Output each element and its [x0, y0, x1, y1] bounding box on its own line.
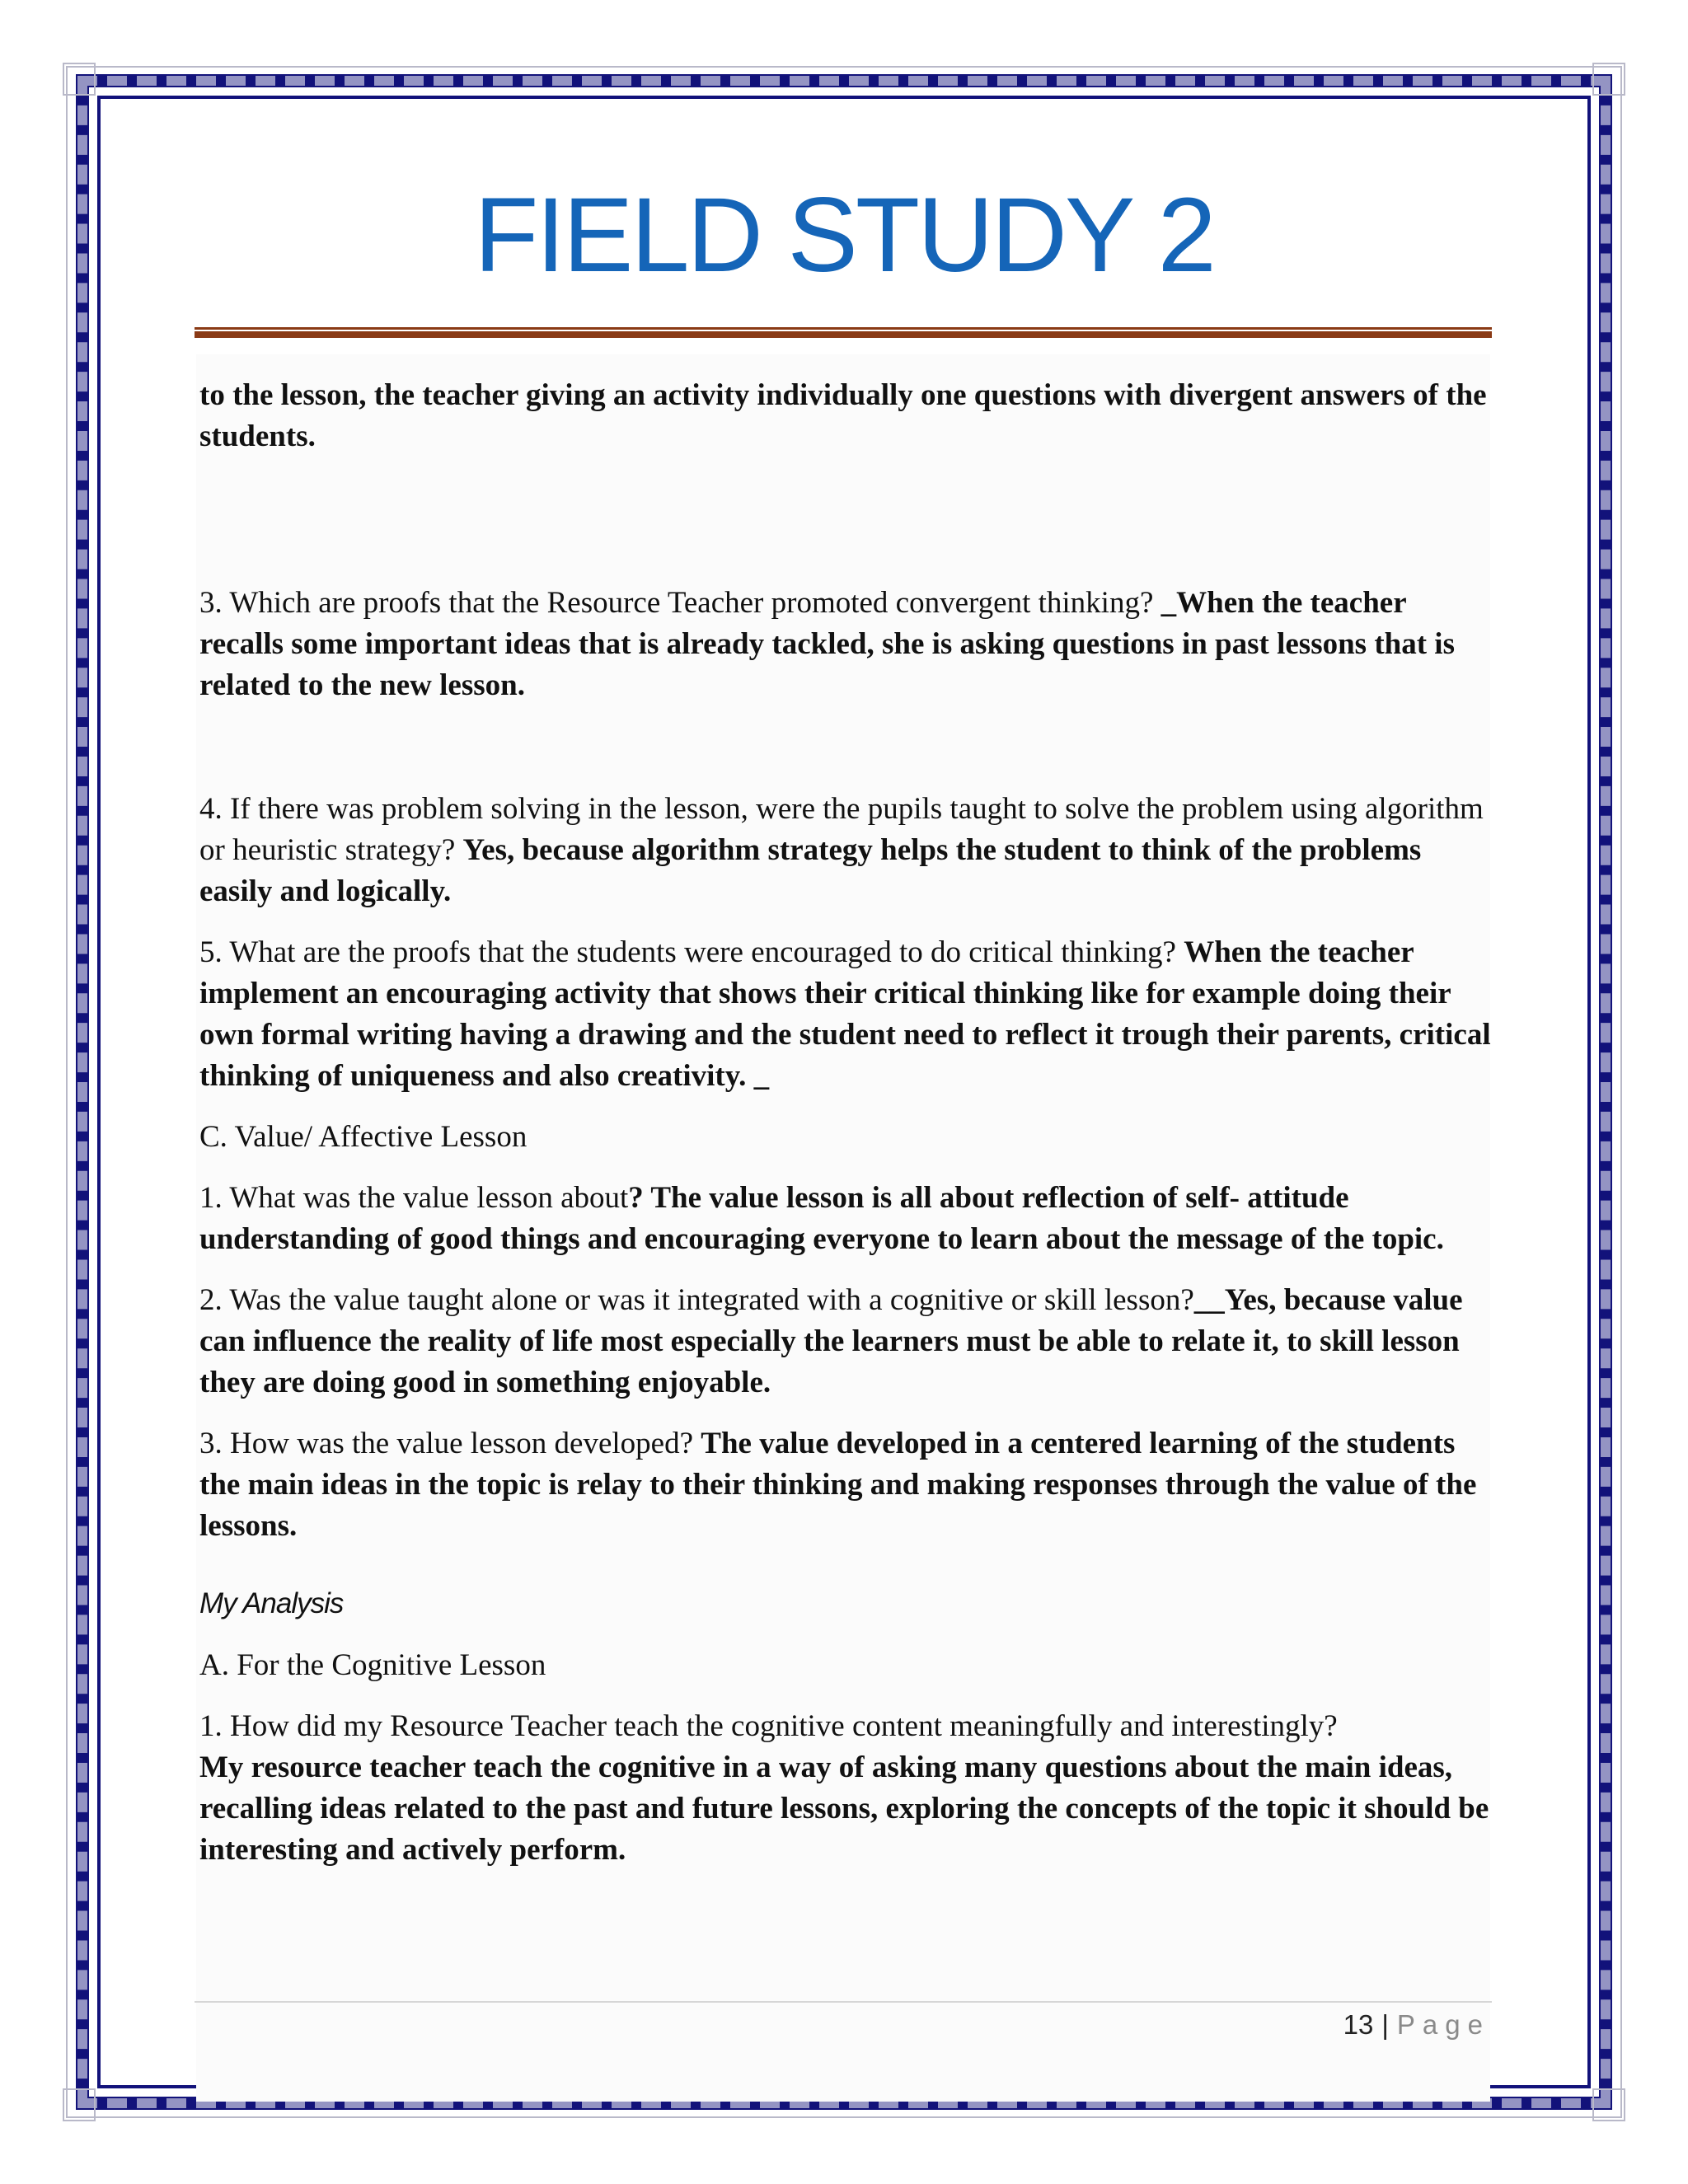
- question-text: 4. If there was problem solving in the lesson, were the pupils taught to solve the problem using algorithm or heuristic strategy?: [199, 792, 1484, 867]
- document-body: [199, 375, 1493, 1871]
- footer-separator: |: [1381, 2009, 1389, 2040]
- border-corner: [1592, 2088, 1625, 2121]
- answer-text: My resource teacher teach the cognitive in a way of asking many questions about the main ideas, recalling ideas related to the past and future lessons, exploring the concepts of the topic it should be interesting and actively perform.: [199, 1750, 1489, 1867]
- question-4: [199, 789, 1493, 912]
- title-divider: [195, 327, 1492, 339]
- page-footer: [1343, 2009, 1490, 2041]
- question-text: 3. Which are proofs that the Resource Teacher promoted convergent thinking?: [199, 586, 1161, 620]
- page-label: Page: [1396, 2009, 1490, 2040]
- footer-divider: [195, 2001, 1492, 2003]
- answer-text: Yes, because algorithm strategy helps the student to think of the problems easily and logically.: [199, 833, 1422, 908]
- page-number: 13: [1343, 2009, 1374, 2040]
- answer-text: The value developed in a centered learning of the students the main ideas in the topic is relay to their thinking and making responses through the value of the lessons.: [199, 1427, 1477, 1543]
- question-text: 1. What was the value lesson about: [199, 1181, 629, 1215]
- question-5: [199, 932, 1493, 1097]
- question-text: 1. How did my Resource Teacher teach the cognitive content meaningfully and interestingly?: [199, 1709, 1338, 1743]
- answer-text: ? The value lesson is all about reflection of self- attitude understanding of good things and encouraging everyone to learn about the message of the topic.: [199, 1181, 1444, 1256]
- answer-text: _When the teacher recalls some important ideas that is already tackled, she is asking questions in past lessons that is related to the new lesson.: [199, 586, 1455, 702]
- analysis-heading: My Analysis: [199, 1587, 344, 1619]
- question-a1: [199, 1706, 1493, 1871]
- question-c2: [199, 1280, 1493, 1404]
- question-text: 2. Was the value taught alone or was it integrated with a cognitive or skill lesson?: [199, 1283, 1194, 1317]
- question-c3: [199, 1423, 1493, 1547]
- border-corner: [63, 63, 96, 96]
- section-heading-c: C. Value/ Affective Lesson: [199, 1120, 528, 1154]
- paragraph-continuation: to the lesson, the teacher giving an activity individually one questions with divergent answers of the students.: [199, 378, 1487, 453]
- question-c1: [199, 1178, 1493, 1260]
- border-corner: [1592, 63, 1625, 96]
- section-heading-a: A. For the Cognitive Lesson: [199, 1648, 546, 1682]
- answer-text: When the teacher implement an encouraging activity that shows their critical thinking like for example doing their own formal writing having a drawing and the student need to reflect it trough their parents, critical thinking of uniqueness and also creativity. _: [199, 935, 1491, 1093]
- question-3: [199, 583, 1493, 706]
- answer-text: __Yes, because value can influence the reality of life most especially the learners must be able to relate it, to skill lesson they are doing good in something enjoyable.: [199, 1283, 1463, 1399]
- page-title: FIELD STUDY 2: [474, 176, 1214, 294]
- question-text: 5. What are the proofs that the students were encouraged to do critical thinking?: [199, 935, 1184, 969]
- border-corner: [63, 2088, 96, 2121]
- question-text: 3. How was the value lesson developed?: [199, 1427, 701, 1460]
